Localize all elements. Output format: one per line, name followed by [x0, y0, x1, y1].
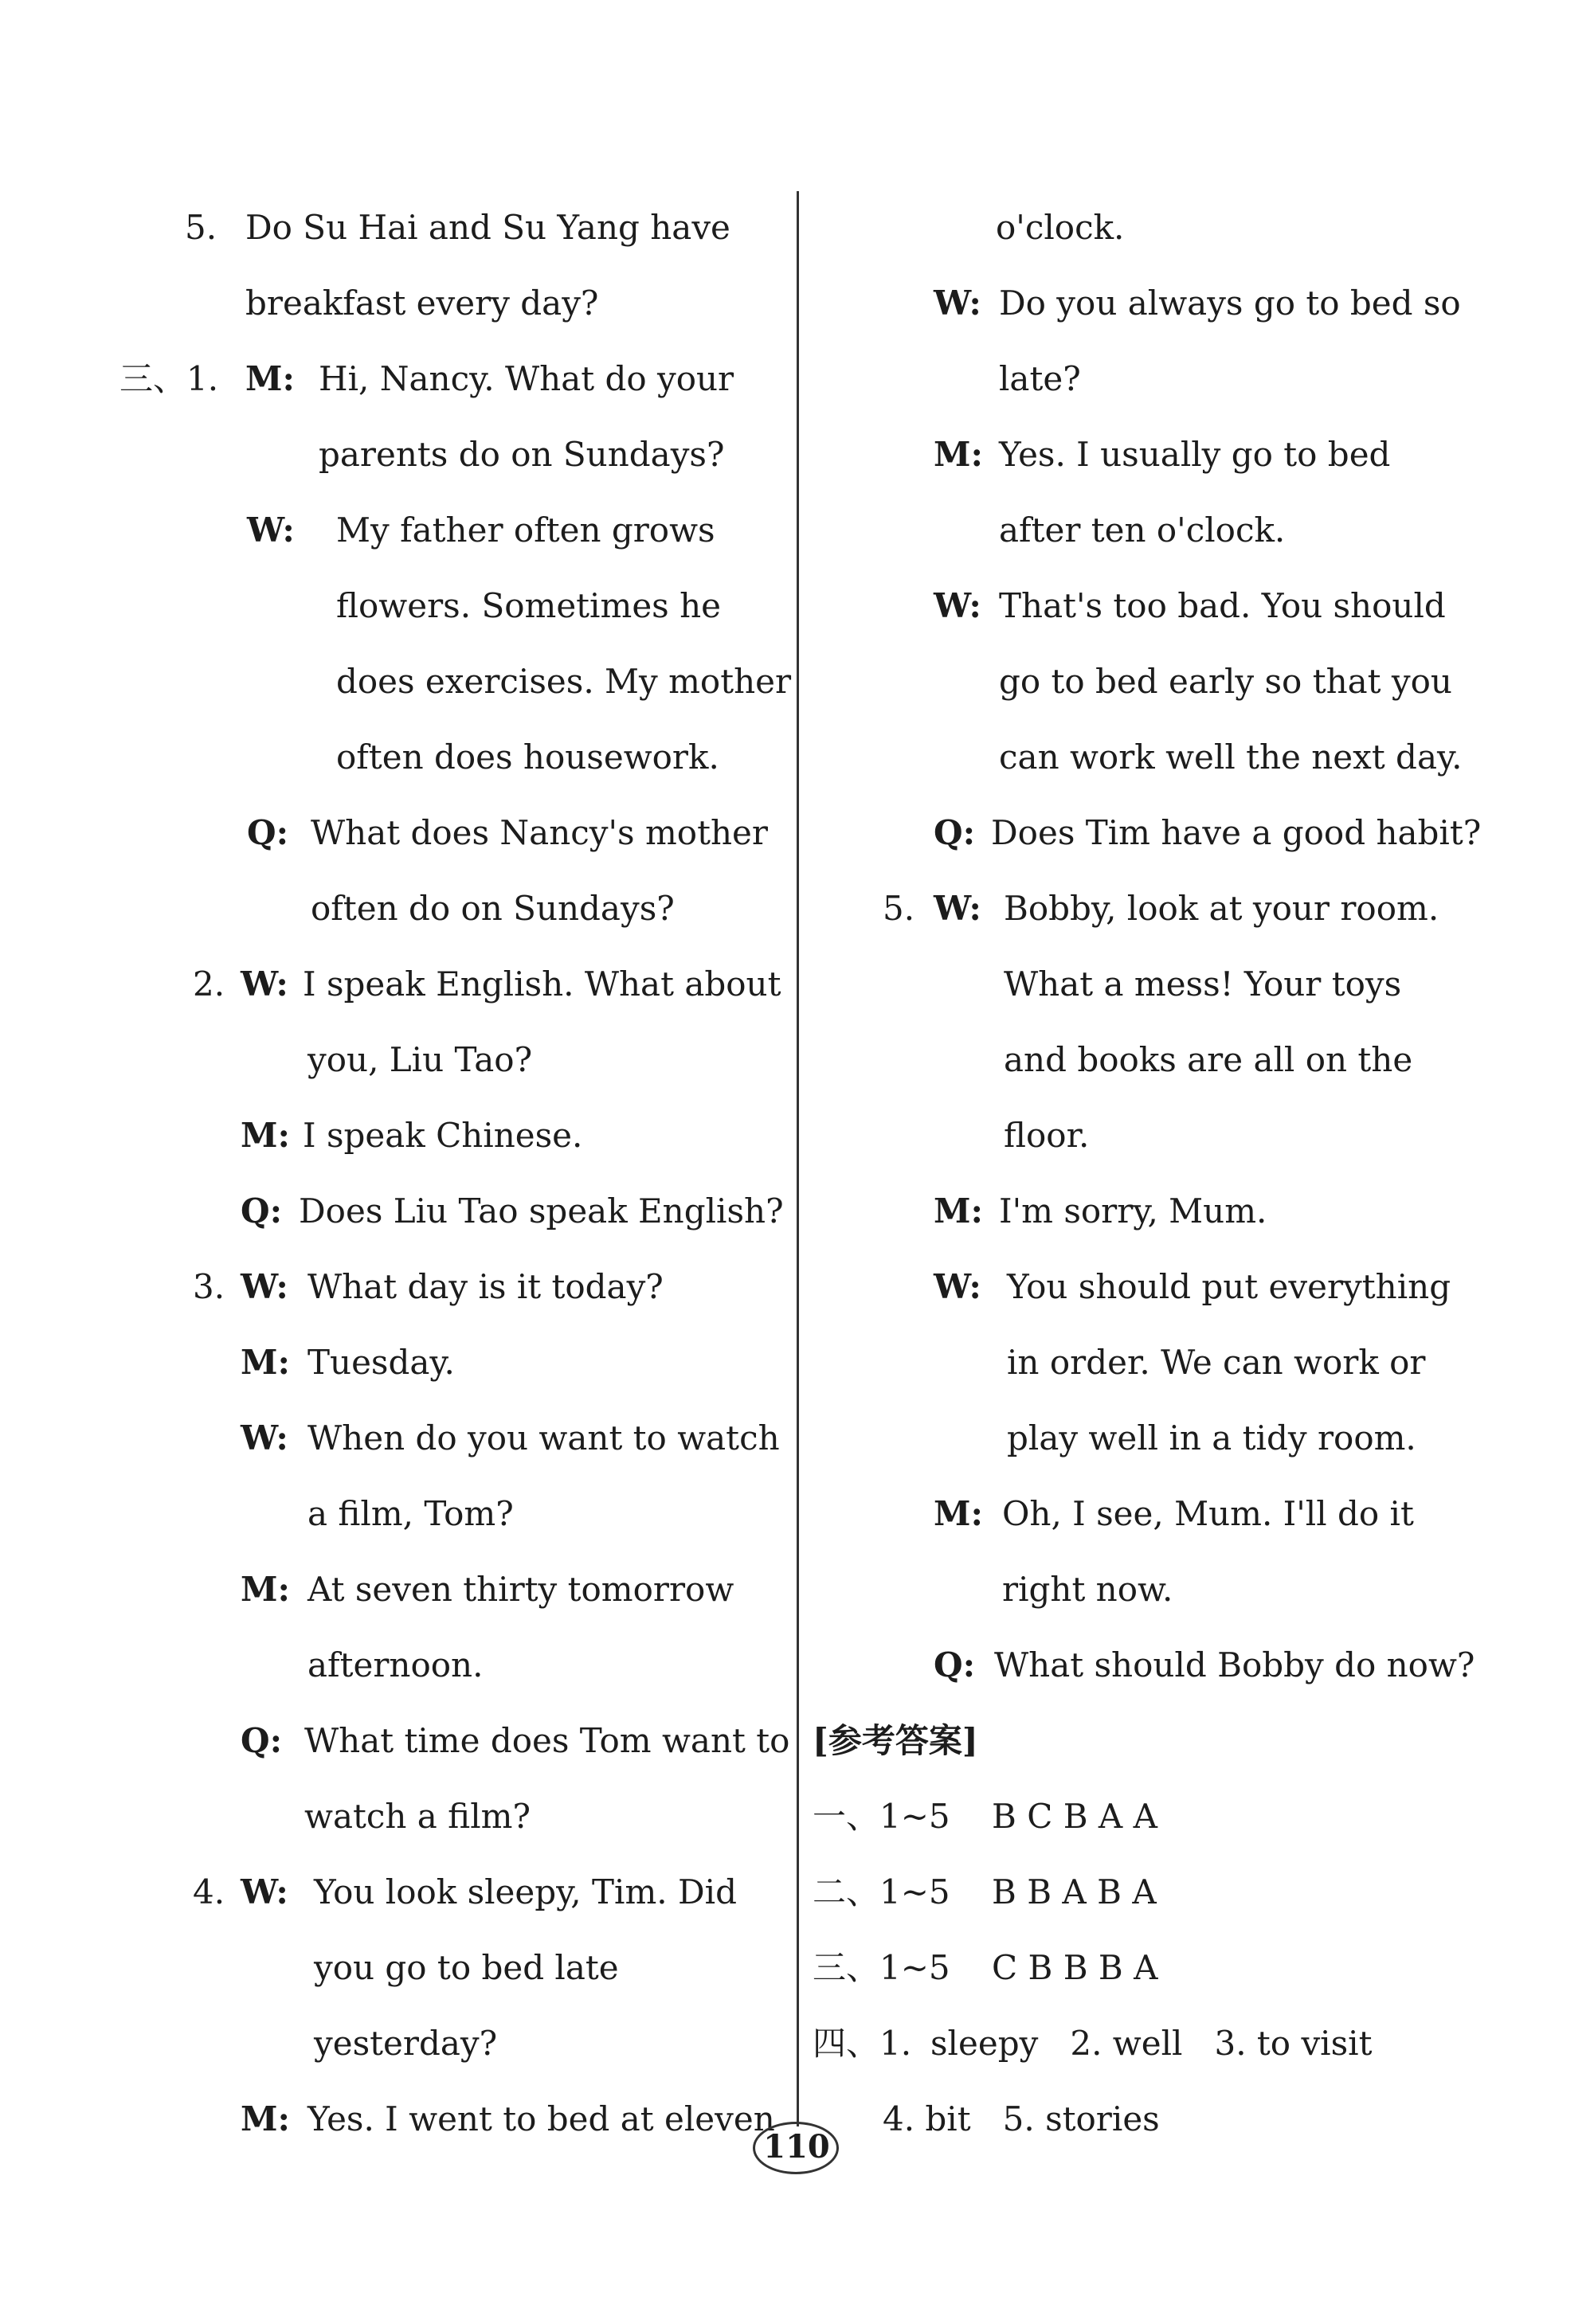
- answer-line: [813, 1854, 1474, 1930]
- text-line: [119, 1930, 781, 2005]
- line-text: you go to bed late: [314, 1948, 619, 1987]
- text-line: [119, 1324, 781, 1400]
- speaker-label: W:: [934, 1267, 981, 1306]
- speaker-label: Q:: [241, 1191, 283, 1230]
- line-text: Tuesday.: [307, 1343, 455, 1382]
- text-line: [813, 1173, 1474, 1249]
- text-line: [813, 719, 1474, 795]
- line-text: play well in a tidy room.: [1007, 1418, 1416, 1457]
- text-line: [119, 1097, 781, 1173]
- line-text: I speak Chinese.: [303, 1116, 583, 1155]
- answer-label: 三、1~5: [813, 1948, 950, 1987]
- answer-line: [813, 2005, 1474, 2081]
- text-line: [119, 2005, 781, 2081]
- text-line: [119, 1400, 781, 1476]
- speaker-label: Q:: [934, 813, 976, 852]
- speaker-label: W:: [241, 1267, 288, 1306]
- speaker-label: M:: [241, 1570, 290, 1609]
- item-number: 2.: [193, 964, 225, 1004]
- text-line: [119, 1627, 781, 1703]
- text-line: [813, 1022, 1474, 1097]
- text-line: [119, 1703, 790, 1778]
- text-line: [119, 1854, 781, 1930]
- text-line: [813, 1249, 1474, 1324]
- answer-label: 四、1.: [813, 2024, 912, 2063]
- line-text: breakfast every day?: [245, 284, 599, 323]
- speaker-label: W:: [241, 964, 288, 1004]
- line-text: late?: [999, 359, 1081, 398]
- speaker-label: M:: [241, 2099, 290, 2138]
- item-number: 5.: [185, 208, 217, 247]
- line-text: after ten o'clock.: [999, 511, 1286, 550]
- item-number: 5.: [883, 889, 915, 928]
- line-text: When do you want to watch: [307, 1418, 780, 1457]
- text-line: [813, 1097, 1474, 1173]
- text-line: [119, 2081, 781, 2157]
- line-text: Does Tim have a good habit?: [991, 813, 1482, 852]
- line-text: go to bed early so that you: [999, 662, 1452, 701]
- line-text: does exercises. My mother: [336, 662, 792, 701]
- answer-label: 一、1~5: [813, 1797, 950, 1836]
- line-text: afternoon.: [307, 1645, 484, 1684]
- line-text: o'clock.: [996, 208, 1125, 247]
- speaker-label: W:: [247, 511, 295, 550]
- speaker-label: M:: [241, 1116, 290, 1155]
- item-number: 3.: [193, 1267, 225, 1306]
- text-line: [119, 568, 781, 644]
- page-number-badge: [745, 2112, 848, 2181]
- speaker-label: Q:: [934, 1645, 976, 1684]
- line-text: Hi, Nancy. What do your: [319, 359, 734, 398]
- text-line: [813, 644, 1474, 719]
- line-text: At seven thirty tomorrow: [307, 1570, 734, 1609]
- text-line: [119, 265, 781, 341]
- speaker-label: M:: [934, 435, 983, 474]
- line-text: What a mess! Your toys: [1004, 964, 1402, 1004]
- line-text: Do you always go to bed so: [999, 284, 1461, 323]
- text-line: [813, 1400, 1474, 1476]
- text-line: [813, 1703, 1474, 1778]
- text-line: [813, 492, 1474, 568]
- line-text: flowers. Sometimes he: [336, 586, 721, 625]
- answer-line: [813, 1930, 1474, 2005]
- speaker-label: M:: [241, 1343, 290, 1382]
- line-text: often do on Sundays?: [311, 889, 675, 928]
- line-text: watch a film?: [304, 1797, 531, 1836]
- text-line: [119, 492, 781, 568]
- line-text: parents do on Sundays?: [319, 435, 725, 474]
- line-text: My father often grows: [336, 511, 715, 550]
- line-text: Does Liu Tao speak English?: [299, 1191, 784, 1230]
- line-text: right now.: [1002, 1570, 1173, 1609]
- speaker-label: Q:: [241, 1721, 283, 1760]
- item-number: 4.: [193, 1872, 225, 1911]
- speaker-label: W:: [934, 284, 981, 323]
- text-line: [119, 644, 792, 719]
- line-text: What time does Tom want to: [304, 1721, 790, 1760]
- left-column: [119, 190, 792, 2157]
- line-text: yesterday?: [314, 2024, 498, 2063]
- text-line: [119, 719, 781, 795]
- text-line: [119, 1173, 784, 1249]
- answer-line: [813, 2081, 1474, 2157]
- text-line: [813, 1551, 1474, 1627]
- text-line: [119, 341, 781, 417]
- text-line: [119, 1249, 781, 1324]
- speaker-label: M:: [934, 1494, 983, 1533]
- text-line: [813, 1627, 1474, 1703]
- answer-text: C B B B A: [992, 1948, 1158, 1987]
- text-line: [119, 1551, 781, 1627]
- line-text: you, Liu Tao?: [307, 1040, 533, 1079]
- text-line: [813, 1324, 1474, 1400]
- line-text: I'm sorry, Mum.: [999, 1191, 1267, 1230]
- line-text: What should Bobby do now?: [994, 1645, 1475, 1684]
- text-line: [813, 190, 1474, 265]
- answers-heading: [参考答案]: [813, 1721, 978, 1760]
- line-text: in order. We can work or: [1007, 1343, 1426, 1382]
- line-text: Bobby, look at your room.: [1004, 889, 1439, 928]
- text-line: [813, 265, 1474, 341]
- text-line: [813, 1476, 1474, 1551]
- text-line: [813, 341, 1474, 417]
- line-text: a film, Tom?: [307, 1494, 514, 1533]
- line-text: floor.: [1004, 1116, 1090, 1155]
- line-text: You look sleepy, Tim. Did: [314, 1872, 737, 1911]
- text-line: [119, 871, 781, 946]
- text-line: [119, 1476, 781, 1551]
- speaker-label: M:: [934, 1191, 983, 1230]
- answer-text: B C B A A: [992, 1797, 1157, 1836]
- speaker-label: W:: [241, 1872, 288, 1911]
- answer-text: sleepy 2. well 3. to visit: [930, 2024, 1373, 2063]
- text-line: [813, 795, 1482, 871]
- text-line: [119, 1778, 781, 1854]
- text-line: [813, 946, 1474, 1022]
- line-text: Oh, I see, Mum. I'll do it: [1002, 1494, 1414, 1533]
- line-text: can work well the next day.: [999, 737, 1463, 777]
- line-text: Yes. I went to bed at eleven: [307, 2099, 775, 2138]
- speaker-label: W:: [934, 586, 981, 625]
- answer-text: 4. bit 5. stories: [883, 2099, 1160, 2138]
- page-number: 110: [763, 2128, 830, 2166]
- text-line: [813, 871, 1474, 946]
- text-line: [813, 568, 1474, 644]
- line-text: and books are all on the: [1004, 1040, 1413, 1079]
- text-line: [119, 417, 781, 492]
- right-column: [813, 190, 1482, 2157]
- answer-label: 二、1~5: [813, 1872, 950, 1911]
- line-text: Yes. I usually go to bed: [999, 435, 1391, 474]
- answer-line: [813, 1778, 1474, 1854]
- text-line: [119, 1022, 781, 1097]
- answer-text: B B A B A: [992, 1872, 1157, 1911]
- line-text: often does housework.: [336, 737, 719, 777]
- text-line: [813, 417, 1474, 492]
- line-text: Do Su Hai and Su Yang have: [245, 208, 730, 247]
- line-text: What does Nancy's mother: [311, 813, 768, 852]
- line-text: You should put everything: [1007, 1267, 1451, 1306]
- line-text: What day is it today?: [307, 1267, 664, 1306]
- speaker-label: W:: [241, 1418, 288, 1457]
- column-divider: [797, 191, 799, 2126]
- text-line: [119, 795, 781, 871]
- speaker-label: W:: [934, 889, 981, 928]
- line-text: I speak English. What about: [303, 964, 781, 1004]
- section-label: 三、1.: [119, 359, 219, 398]
- text-line: [119, 946, 781, 1022]
- speaker-label: M:: [245, 359, 295, 398]
- line-text: That's too bad. You should: [999, 586, 1446, 625]
- speaker-label: Q:: [247, 813, 289, 852]
- text-line: [119, 190, 781, 265]
